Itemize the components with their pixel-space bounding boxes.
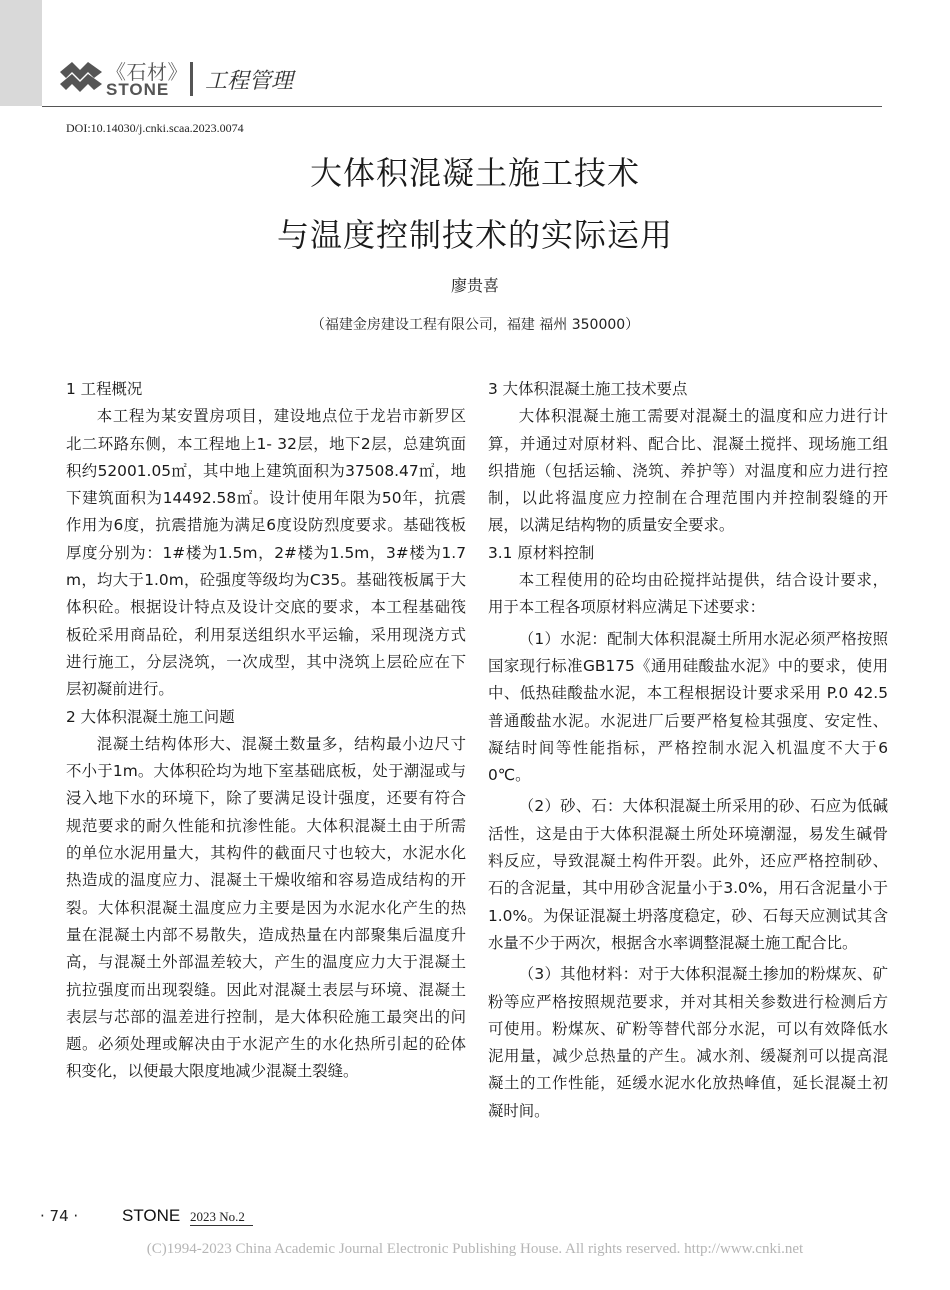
footer-journal-name: STONE [122,1206,181,1225]
heading-raw-material-control: 3.1 原材料控制 [488,543,595,562]
copyright-watermark: (C)1994-2023 China Academic Journal Electronic Publishing House. All rights reserved. http://www.cnki.net [146,1241,804,1257]
doi: DOI:10.14030/j.cnki.scaa.2023.0074 [66,121,244,135]
stone-logo-icon [58,58,104,98]
paragraph-construction-problems: 混凝土结构体形大、混凝土数量多，结构最小边尺寸不小于1m。大体积砼均为地下室基础底板，处于潮湿或与浸入地下水的环境下，除了要满足设计强度，还要有符合规范要求的耐久性能和抗渗性能。大体积混凝土由于所需的单位水泥用量大，其构件的截面尺寸也较大，水泥水化热造成的温度应力、混凝土干燥收缩和容易造成结构的开裂。大体积混凝土温度应力主要是因为水泥水化产生的热量在混凝土内部不易散失，造成热量在内部聚集后温度升高，与混凝土外部温差较大，产生的温度应力大于混凝土抗拉强度而出现裂缝。因此对混凝土表层与环境、混凝土表层与芯部的温差进行控制，是大体积砼施工最突出的问题。必须处理或解决由于水泥产生的水化热所引起的砼体积变化，以便最大限度地减少混凝土裂缝。 [66,734,466,1081]
article-title-line-1: 大体积混凝土施工技术 [309,154,640,192]
journal-logo [58,56,188,102]
paragraph-raw-material-intro: 本工程使用的砼均由砼搅拌站提供，结合设计要求，用于本工程各项原材料应满足下述要求： [488,571,888,617]
logo-english-title: STONE [106,80,170,99]
left-column [66,376,466,1086]
heading-construction-problems: 2 大体积混凝土施工问题 [66,707,235,726]
author: 廖贵喜 [450,276,499,295]
footer-issue: 2023 No.2 [190,1209,253,1226]
heading-project-overview: 1 工程概况 [66,380,143,398]
page-footer [40,1206,245,1225]
article-title-line-2: 与温度控制技术的实际运用 [276,216,673,254]
list-item-other-materials: （3）其他材料：对于大体积混凝土掺加的粉煤灰、矿粉等应严格按照规范要求，并对其相关参数进行检测后方可使用。粉煤灰、矿粉等替代部分水泥，可以有效降低水泥用量，减少总热量的产生。减水剂、缓凝剂可以提高混凝土的工作性能，延缓水泥水化放热峰值，延长混凝土初凝时间。 [488,965,888,1120]
heading-technical-points: 3 大体积混凝土施工技术要点 [488,380,688,398]
list-item-sand-stone: （2）砂、石：大体积混凝土所采用的砂、石应为低碱活性，这是由于大体积混凝土所处环境潮湿，易发生碱骨料反应，导致混凝土构件开裂。此外，还应严格控制砂、石的含泥量，其中用砂含泥量小于3.0%，用石含泥量小于1.0%。为保证混凝土坍落度稳定，砂、石每天应测试其含水量不少于两次，根据含水率调整混凝土施工配合比。 [488,797,888,952]
section-name: 工程管理 [205,69,294,94]
header-gray-block [0,0,42,106]
page-number: · 74 · [40,1207,79,1225]
header-rule [42,106,882,107]
logo-chinese-title: 《石材》 [106,60,188,84]
paragraph-technical-points: 大体积混凝土施工需要对混凝土的温度和应力进行计算，并通过对原材料、配合比、混凝土搅拌、现场施工组织措施（包括运输、浇筑、养护等）对温度和应力进行控制，以此将温度应力控制在合理范围内并控制裂缝的开展，以满足结构物的质量安全要求。 [488,407,888,535]
affiliation: （福建金房建设工程有限公司，福建 福州 350000） [310,317,640,333]
right-column [488,376,888,1125]
header-divider [190,62,193,96]
list-item-cement: （1）水泥：配制大体积混凝土所用水泥必须严格按照国家现行标准GB175《通用硅酸盐水泥》中的要求，使用中、低热硅酸盐水泥，本工程根据设计要求采用 P.0 42.5普通酸盐水泥。水泥进厂后要严格复检其强度、安定性、凝结时间等性能指标，严格控制水泥入机温度不大于60℃。 [488,629,888,785]
paragraph-project-overview: 本工程为某安置房项目，建设地点位于龙岩市新罗区北二环路东侧，本工程地上1- 32层，地下2层，总建筑面积约52001.05㎡，其中地上建筑面积为37508.47㎡，地下建筑面积为14492.58㎡。设计使用年限为50年，抗震作用为6度，抗震措施为满足6度设防烈度要求。基础筏板厚度分别为：1#楼为1.5m，2#楼为1.5m，3#楼为1.7m，均大于1.0m，砼强度等级均为C35。基础筏板属于大体积砼。根据设计特点及设计交底的要求，本工程基础筏板砼采用商品砼，利用泵送组织水平运输，采用现浇方式进行施工，分层浇筑，一次成型，其中浇筑上层砼应在下层初凝前进行。 [66,407,466,699]
